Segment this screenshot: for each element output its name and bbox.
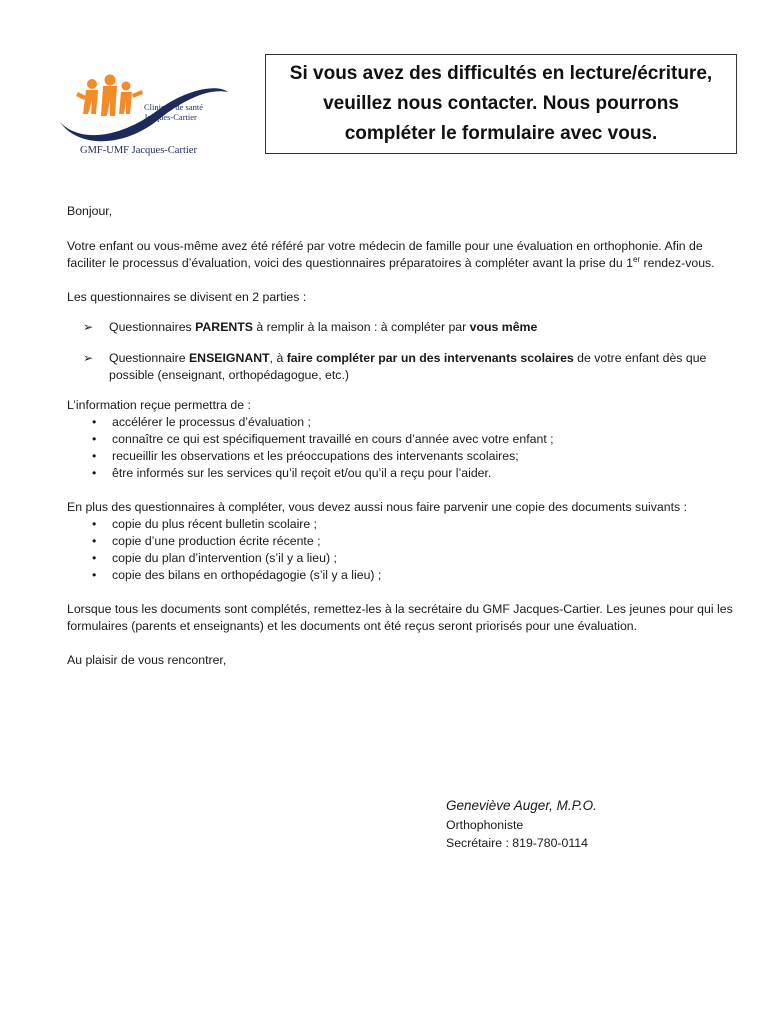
list-item: [67, 448, 733, 465]
arrow-bullet-icon: ➢: [83, 351, 94, 365]
clinic-name: [144, 102, 203, 122]
part-parents-prefix: Questionnaires: [109, 320, 196, 334]
part-teacher: [67, 350, 733, 384]
bullet-dot-icon: •: [92, 517, 97, 531]
intro-text: Votre enfant ou vous-même avez été référé par votre médecin de famille pour une évaluation en orthophonie. Afin de faciliter le processus d’évaluation, voici des questionnaires préparatoires à compléter avant la prise du 1: [67, 239, 703, 270]
info-title: L’information reçue permettra de :: [67, 398, 251, 412]
list-item: [67, 550, 733, 567]
bullet-dot-icon: •: [92, 534, 97, 548]
bullet-dot-icon: •: [92, 551, 97, 565]
list-item: [67, 567, 733, 584]
list-item: [67, 431, 733, 448]
parts-title: Les questionnaires se divisent en 2 parties :: [67, 290, 307, 304]
part-teacher-prefix: Questionnaire: [109, 351, 189, 365]
part-parents: [67, 319, 733, 336]
signer-name: Geneviève Auger, M.P.O.: [446, 798, 597, 813]
part-teacher-bold: ENSEIGNANT: [188, 351, 270, 365]
notice-line-1: Si vous avez des difficultés en lecture/écriture,: [289, 63, 713, 84]
part-teacher-middle: , à: [269, 351, 287, 365]
list-item: [67, 414, 733, 431]
signature-block: [446, 797, 597, 852]
letter-body: [67, 203, 733, 669]
list-item-text: recueillir les observations et les préoccupations des intervenants scolaires;: [112, 449, 519, 463]
list-item-text: copie d’une production écrite récente ;: [112, 534, 321, 548]
part-parents-bold: PARENTS: [195, 320, 253, 334]
documents-list: [67, 516, 733, 584]
arrow-bullet-icon: ➢: [83, 320, 94, 334]
list-item: [67, 533, 733, 550]
list-item-text: accélérer le processus d’évaluation ;: [112, 415, 311, 429]
part-teacher-suffix: de votre enfant dès que possible (enseignant, orthopédagogue, etc.): [109, 351, 707, 382]
clinic-name-line2: Jacques-Cartier: [144, 112, 197, 122]
bullet-dot-icon: •: [92, 415, 97, 429]
signer-title: Orthophoniste: [446, 818, 524, 832]
closing-paragraph: Lorsque tous les documents sont complétés, remettez-les à la secrétaire du GMF Jacques-Cartier. Les jeunes pour qui les formulaires (parents et enseignants) et les documents ont été reçus seront priorisés pour une évaluation.: [67, 602, 733, 633]
list-item-text: copie du plus récent bulletin scolaire ;: [112, 517, 318, 531]
bullet-dot-icon: •: [92, 466, 97, 480]
part-teacher-bold-2: faire compléter par un des intervenants scolaires: [286, 351, 574, 365]
assistance-notice-box: [265, 54, 737, 154]
clinic-logo: [58, 70, 238, 162]
part-parents-middle: à remplir à la maison : à compléter par: [253, 320, 470, 334]
list-item: [67, 516, 733, 533]
secretary-phone: Secrétaire : 819-780-0114: [446, 836, 588, 850]
list-item: [67, 465, 733, 482]
clinic-name-line1: Clinique de santé: [144, 102, 204, 112]
bullet-dot-icon: •: [92, 449, 97, 463]
list-item-text: copie du plan d’intervention (s’il y a lieu) ;: [112, 551, 337, 565]
greeting: Bonjour,: [67, 204, 113, 218]
intro-paragraph: [67, 238, 733, 272]
notice-line-3: compléter le formulaire avec vous.: [344, 123, 658, 144]
docs-title: En plus des questionnaires à compléter, vous devez aussi nous faire parvenir une copie des documents suivants :: [67, 500, 687, 514]
family-figures-icon: [76, 75, 143, 117]
list-item-text: copie des bilans en orthopédagogie (s’il y a lieu) ;: [112, 568, 382, 582]
list-item-text: être informés sur les services qu’il reçoit et/ou qu’il a reçu pour l’aider.: [112, 466, 492, 480]
intro-superscript: er: [632, 254, 641, 264]
gmf-label: GMF-UMF Jacques-Cartier: [80, 145, 197, 156]
sign-off: Au plaisir de vous rencontrer,: [67, 653, 227, 667]
bullet-dot-icon: •: [92, 568, 97, 582]
list-item-text: connaître ce qui est spécifiquement travaillé en cours d’année avec votre enfant ;: [112, 432, 554, 446]
info-list: [67, 414, 733, 482]
intro-text-end: rendez-vous.: [640, 256, 715, 270]
notice-line-2: veuillez nous contacter. Nous pourrons: [323, 93, 679, 114]
part-parents-bold-2: vous même: [469, 320, 538, 334]
bullet-dot-icon: •: [92, 432, 97, 446]
